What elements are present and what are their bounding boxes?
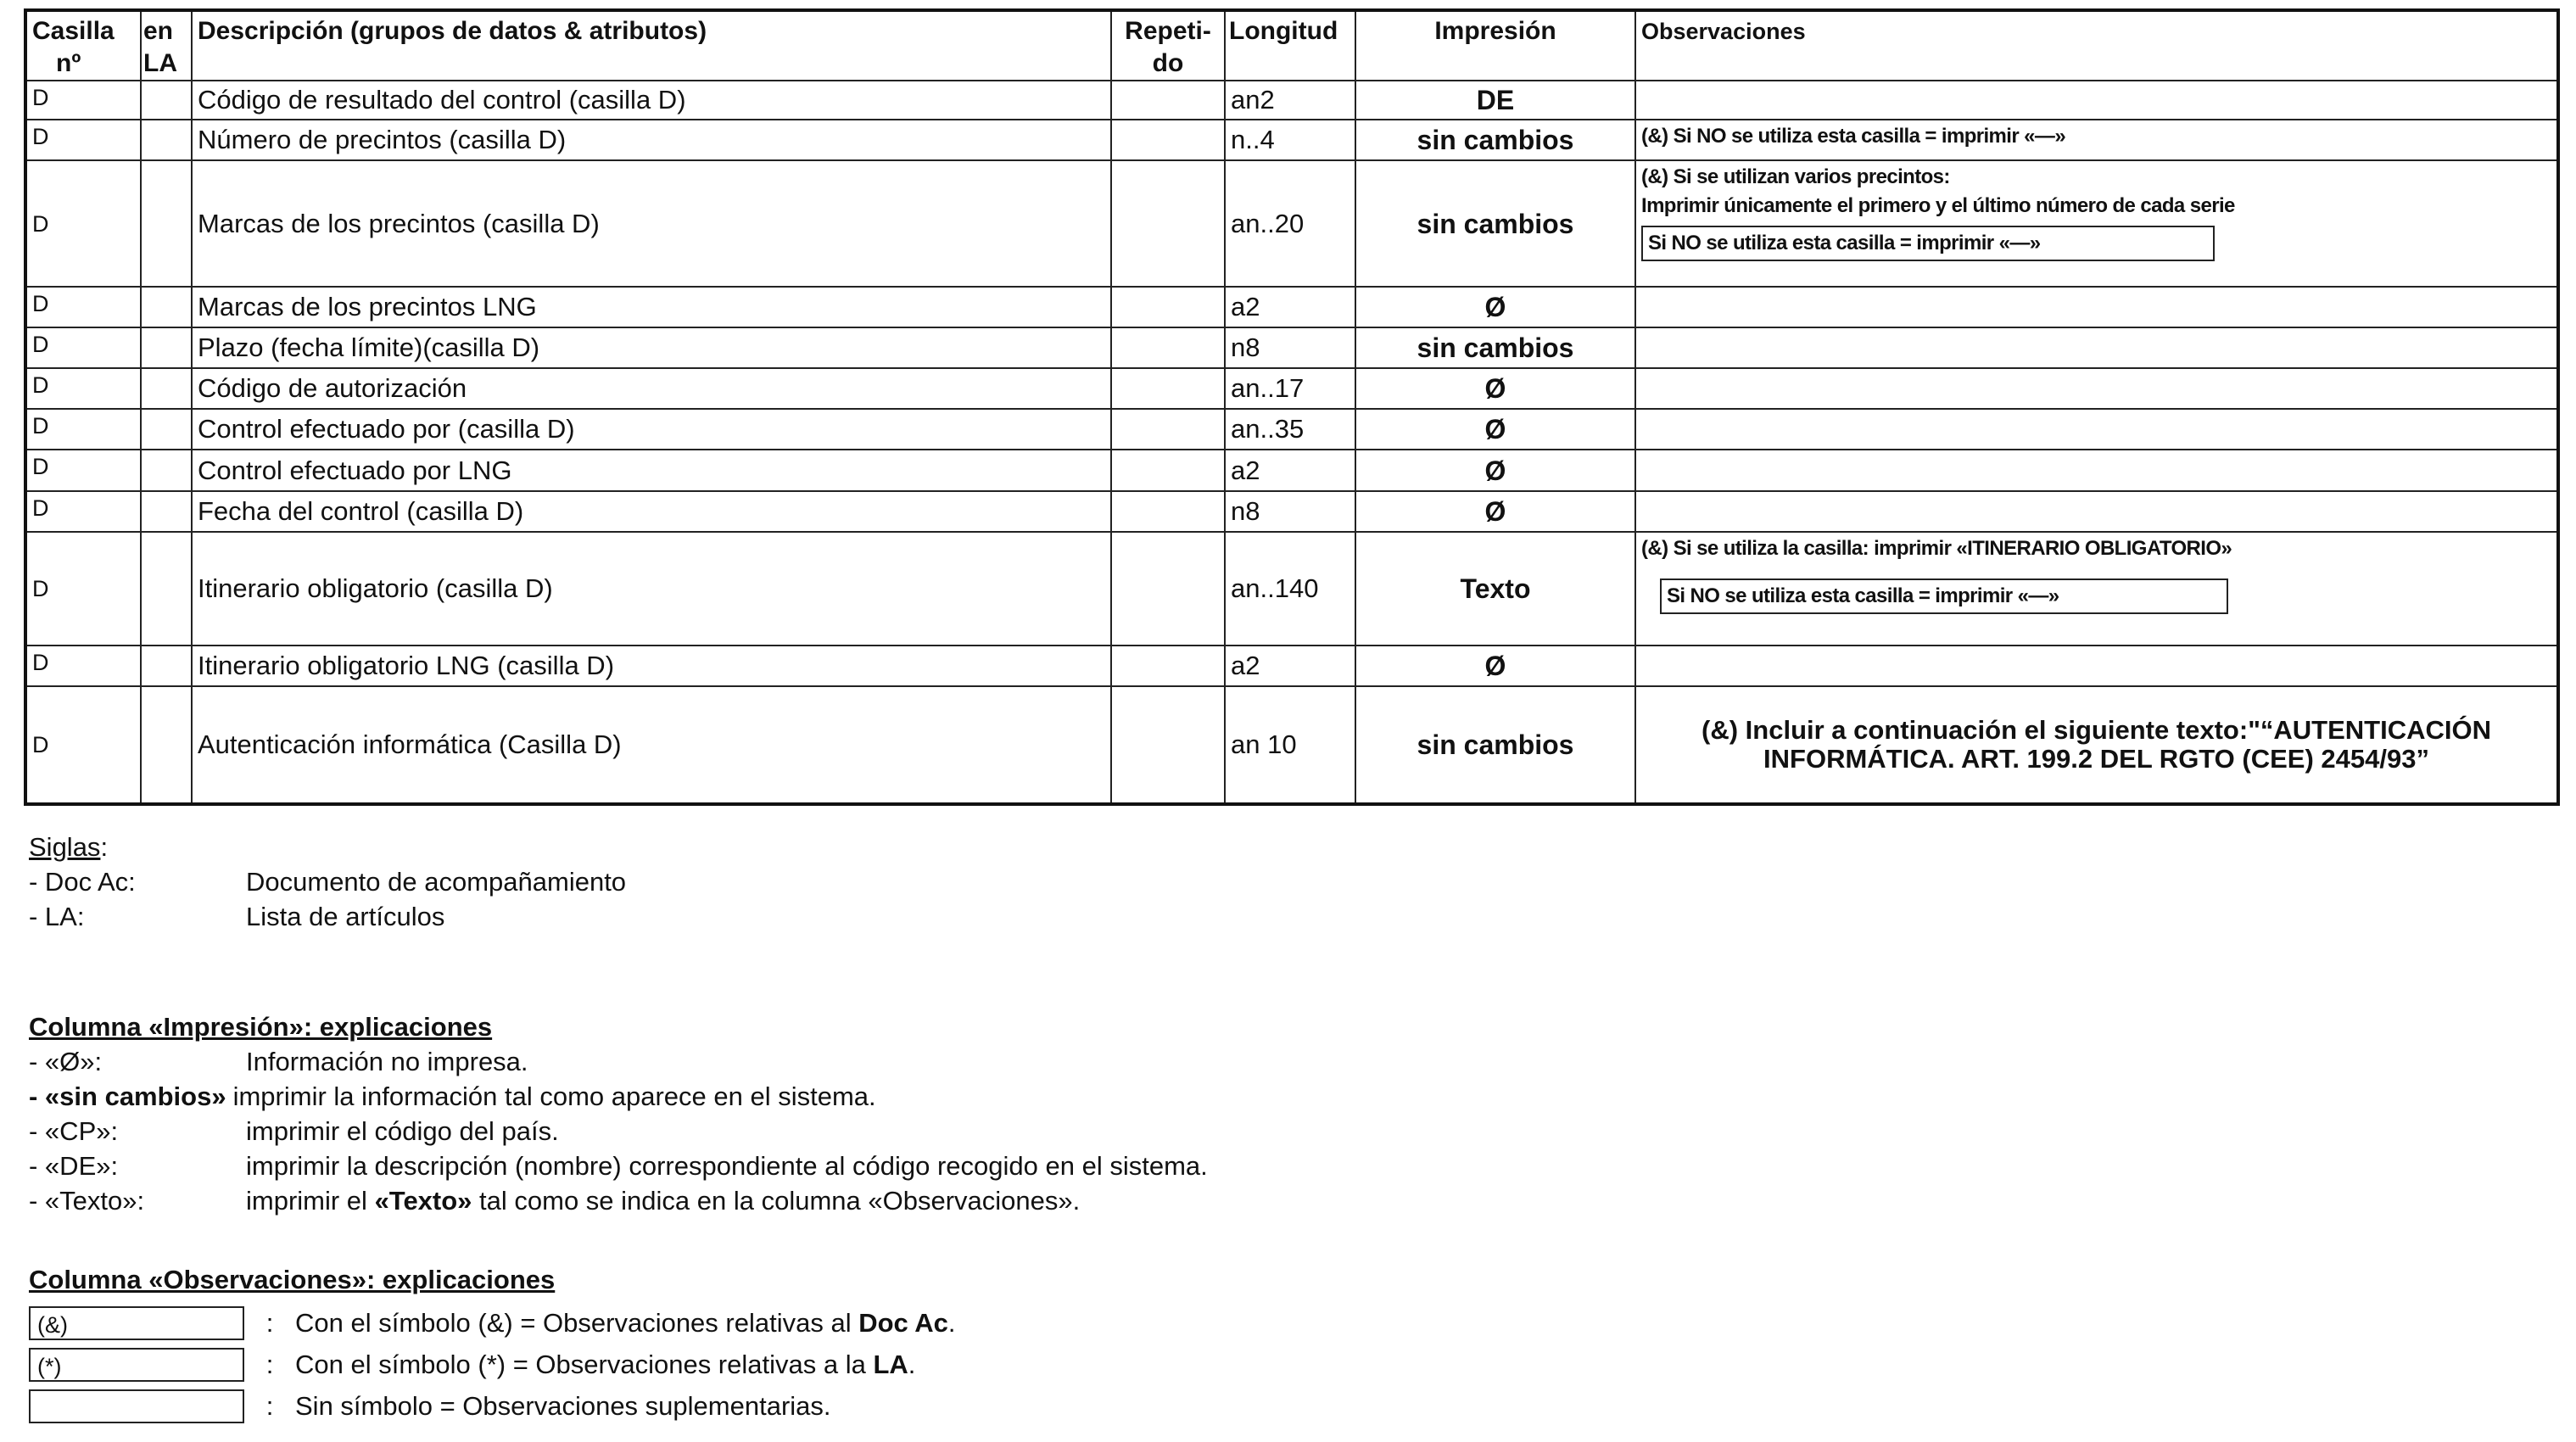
longitud-cell: a2 [1225,287,1355,327]
table-row [25,450,2558,490]
observaciones-cell [1635,409,2558,450]
symbol-box: (*) [29,1348,244,1382]
observaciones-cell [1635,491,2558,532]
observaciones-cell [1635,120,2558,160]
list-item: - «Texto»: imprimir el «Texto» tal como se indica en la columna «Observaciones». [29,1186,1081,1216]
symbol-box [29,1389,244,1423]
impresion-explanations-title: Columna «Impresión»: explicaciones [29,1012,493,1042]
impresion-cell: sin cambios [1355,327,1635,368]
header-descripcion: Descripción (grupos de datos & atributos) [192,10,1111,81]
description-cell: Marcas de los precintos (casilla D) [192,160,1111,287]
longitud-cell: an..20 [1225,160,1355,287]
observaciones-cell [1635,646,2558,686]
observation-line: Imprimir únicamente el primero y el último número de cada serie [1641,194,2235,218]
longitud-cell: an..35 [1225,409,1355,450]
observation-line: (&) Si se utiliza la casilla: imprimir «ITINERARIO OBLIGATORIO» [1641,536,2232,560]
observaciones-cell [1635,532,2558,646]
table-row [25,646,2558,686]
observaciones-cell [1635,160,2558,287]
en-la-cell [141,327,192,368]
repetido-cell [1111,368,1225,409]
longitud-cell: an..140 [1225,532,1355,646]
casilla-cell: D [25,81,141,120]
list-item: - «sin cambios» imprimir la información tal como aparece en el sistema. [29,1082,876,1111]
impresion-cell: sin cambios [1355,120,1635,160]
header-casilla: Casilla nº [25,10,141,81]
table-header-row [25,10,2558,81]
casilla-cell: D [25,409,141,450]
impresion-cell: Ø [1355,287,1635,327]
en-la-cell [141,409,192,450]
table-row [25,491,2558,532]
repetido-cell [1111,409,1225,450]
observation-line [1641,221,2551,261]
observation-line: (&) Si NO se utiliza esta casilla = imprimir «—» [1641,125,2066,148]
impresion-cell: sin cambios [1355,686,1635,804]
observaciones-cell [1635,327,2558,368]
observation-box: Si NO se utiliza esta casilla = imprimir «—» [1641,226,2215,261]
casilla-cell: D [25,120,141,160]
description-cell: Número de precintos (casilla D) [192,120,1111,160]
observation-line: INFORMÁTICA. ART. 199.2 DEL RGTO (CEE) 2454/93” [1763,744,2429,774]
longitud-cell: an2 [1225,81,1355,120]
casilla-cell: D [25,160,141,287]
longitud-cell: n..4 [1225,120,1355,160]
observation-line: (&) Incluir a continuación el siguiente texto:"“AUTENTICACIÓN [1702,715,2491,746]
longitud-cell: n8 [1225,491,1355,532]
header-repetido: Repeti- do [1111,10,1225,81]
impresion-cell: Ø [1355,646,1635,686]
repetido-cell [1111,686,1225,804]
list-item: - «DE»: imprimir la descripción (nombre) correspondiente al código recogido en el sistema. [29,1151,1208,1181]
casilla-cell: D [25,287,141,327]
en-la-cell [141,532,192,646]
description-cell: Control efectuado por LNG [192,450,1111,490]
impresion-explanations-section [29,1009,1208,1218]
observation-box: Si NO se utiliza esta casilla = imprimir «—» [1660,578,2228,614]
description-cell: Código de resultado del control (casilla D) [192,81,1111,120]
impresion-cell: Ø [1355,491,1635,532]
table-row [25,532,2558,646]
table-row [25,287,2558,327]
legend-row-supplementary: : Sin símbolo = Observaciones suplementarias. [29,1385,955,1427]
impresion-cell: sin cambios [1355,160,1635,287]
description-cell: Control efectuado por (casilla D) [192,409,1111,450]
description-cell: Itinerario obligatorio LNG (casilla D) [192,646,1111,686]
siglas-section: Siglas: - Doc Ac: Documento de acompañamiento - LA: Lista de artículos [29,830,626,934]
longitud-cell: a2 [1225,646,1355,686]
casilla-cell: D [25,686,141,804]
description-cell: Plazo (fecha límite)(casilla D) [192,327,1111,368]
description-cell: Código de autorización [192,368,1111,409]
header-observaciones: Observaciones [1635,10,2558,81]
table-row [25,120,2558,160]
en-la-cell [141,81,192,120]
en-la-cell [141,646,192,686]
observaciones-explanations-title: Columna «Observaciones»: explicaciones [29,1265,556,1294]
description-cell: Fecha del control (casilla D) [192,491,1111,532]
header-impresion: Impresión [1355,10,1635,81]
description-cell: Autenticación informática (Casilla D) [192,686,1111,804]
repetido-cell [1111,491,1225,532]
observaciones-cell [1635,81,2558,120]
list-item: - «Ø»: Información no impresa. [29,1047,528,1076]
table-row [25,160,2558,287]
table-row [25,81,2558,120]
en-la-cell [141,368,192,409]
longitud-cell: a2 [1225,450,1355,490]
description-cell: Marcas de los precintos LNG [192,287,1111,327]
casilla-cell: D [25,646,141,686]
longitud-cell: n8 [1225,327,1355,368]
observaciones-cell [1635,287,2558,327]
impresion-cell: Ø [1355,450,1635,490]
casilla-cell: D [25,368,141,409]
header-longitud: Longitud [1225,10,1355,81]
table-row [25,686,2558,804]
table-row [25,327,2558,368]
table-row [25,409,2558,450]
observation-line: (&) Si se utilizan varios precintos: [1641,165,1950,189]
data-attributes-table [24,8,2560,806]
list-item: - Doc Ac: Documento de acompañamiento [29,867,627,897]
en-la-cell [141,287,192,327]
casilla-cell: D [25,327,141,368]
repetido-cell [1111,450,1225,490]
observaciones-cell [1635,368,2558,409]
repetido-cell [1111,327,1225,368]
impresion-cell: Ø [1355,409,1635,450]
siglas-title: Siglas [29,832,101,862]
repetido-cell [1111,646,1225,686]
symbol-box: (&) [29,1306,244,1340]
repetido-cell [1111,532,1225,646]
description-cell: Itinerario obligatorio (casilla D) [192,532,1111,646]
casilla-cell: D [25,532,141,646]
repetido-cell [1111,81,1225,120]
impresion-cell: DE [1355,81,1635,120]
observaciones-explanations-section [29,1262,955,1427]
repetido-cell [1111,287,1225,327]
en-la-cell [141,450,192,490]
en-la-cell [141,160,192,287]
repetido-cell [1111,160,1225,287]
list-item: - «CP»: imprimir el código del país. [29,1116,559,1146]
header-en-la: en LA [141,10,192,81]
legend-row-la: (*) : Con el símbolo (*) = Observaciones relativas a la LA. [29,1344,955,1385]
casilla-cell: D [25,450,141,490]
casilla-cell: D [25,491,141,532]
observaciones-cell [1635,450,2558,490]
list-item: - LA: Lista de artículos [29,902,445,931]
observation-line [1641,563,2551,614]
observaciones-cell [1635,686,2558,804]
longitud-cell: an 10 [1225,686,1355,804]
en-la-cell [141,120,192,160]
longitud-cell: an..17 [1225,368,1355,409]
en-la-cell [141,491,192,532]
impresion-cell: Ø [1355,368,1635,409]
table-row [25,368,2558,409]
repetido-cell [1111,120,1225,160]
en-la-cell [141,686,192,804]
legend-row-doc-ac: (&) : Con el símbolo (&) = Observaciones relativas al Doc Ac. [29,1302,955,1344]
impresion-cell: Texto [1355,532,1635,646]
